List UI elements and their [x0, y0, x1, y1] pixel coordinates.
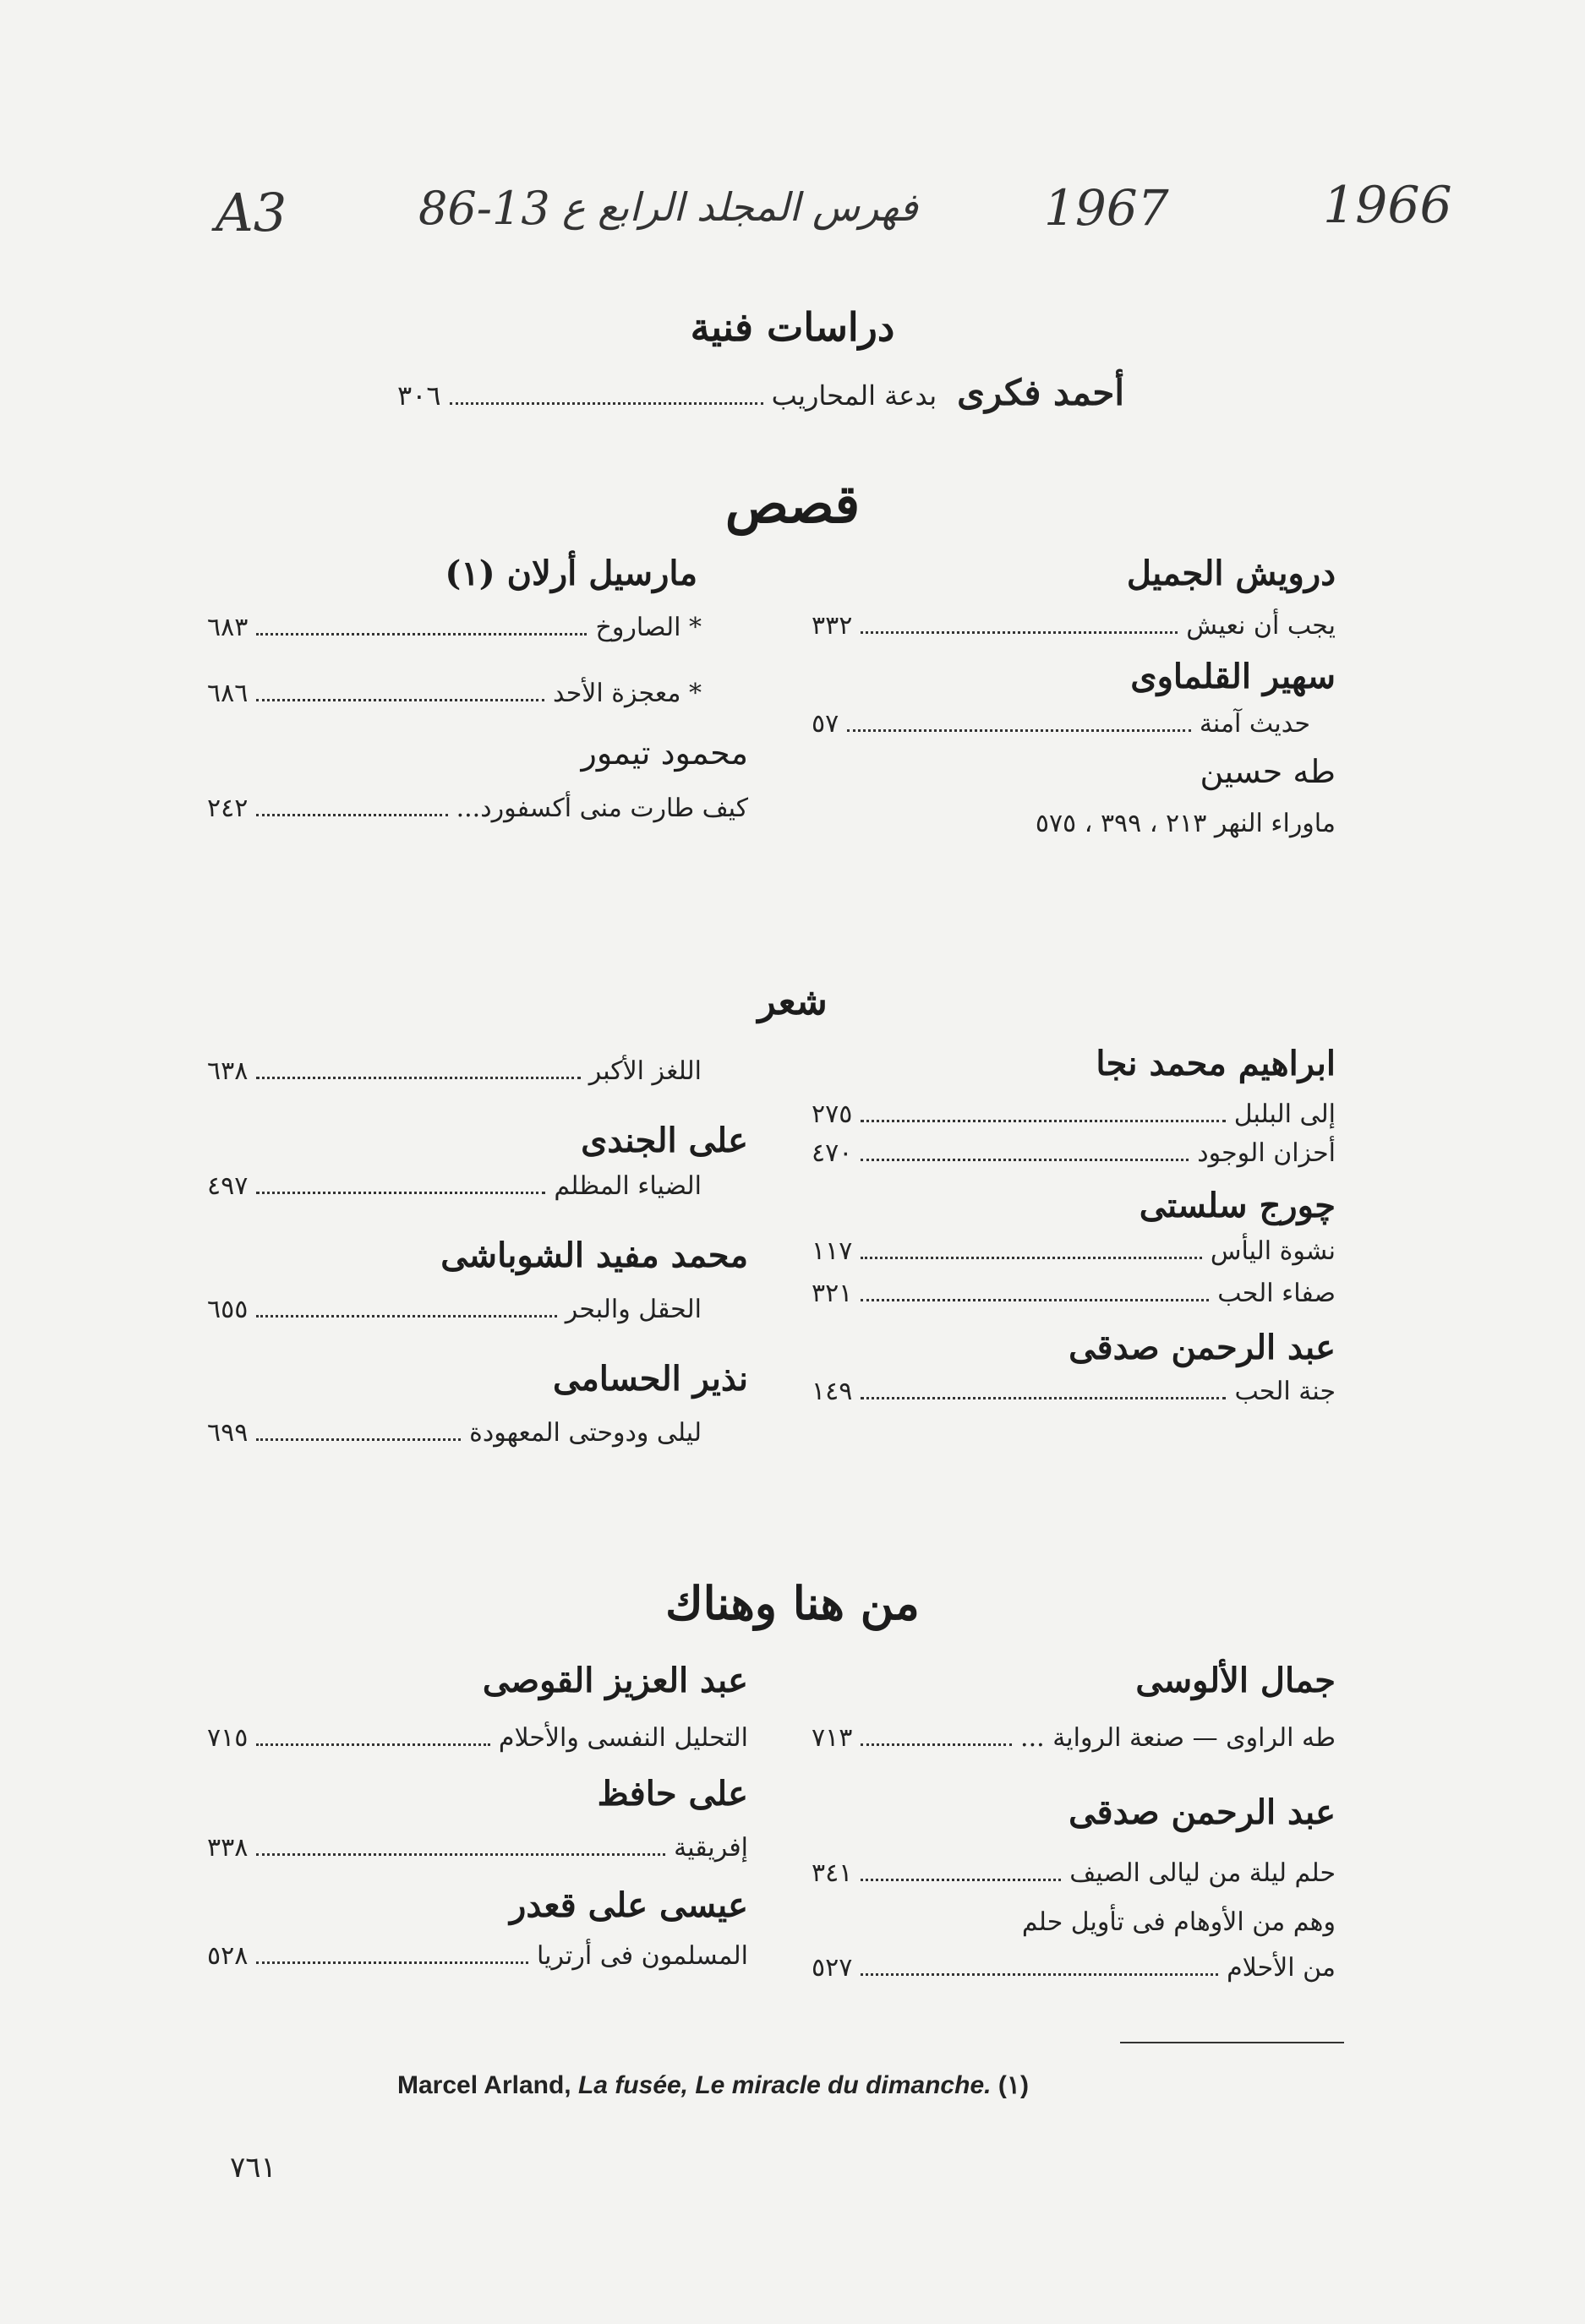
section-heading-studies: دراسات فنية	[690, 304, 895, 350]
footnote-rule	[1120, 2042, 1344, 2043]
author-ali-gendi: على الجندى	[581, 1121, 748, 1160]
author-mahmoud-taymour: محمود تيمور	[581, 734, 748, 772]
entry: * معجزة الأحد ٦٨٦	[207, 679, 702, 708]
misc-right-column	[812, 1661, 1336, 1983]
entry: طه الراوى — صنعة الرواية ... ٧١٣	[812, 1723, 1336, 1753]
stories-left-column	[207, 554, 748, 824]
studies-title: بدعة المحاريب	[771, 379, 937, 412]
section-heading-misc: من هنا وهناك	[665, 1576, 920, 1630]
handwritten-code: A3	[216, 182, 287, 243]
author-abdelaziz-qusi: عبد العزيز القوصى	[482, 1661, 748, 1700]
page-number: ٧٦١	[230, 2151, 276, 2185]
section-heading-stories: قصص	[724, 473, 861, 535]
author-abdelrahman-sidqi: عبد الرحمن صدقى	[1069, 1328, 1336, 1367]
author-marcel-arland: مارسيل أرلان (١)	[445, 554, 697, 593]
author-abdelrahman-sidqi-2: عبد الرحمن صدقى	[1069, 1792, 1336, 1832]
misc-left-column	[207, 1661, 748, 1972]
entry: نشوة اليأس ١١٧	[812, 1236, 1336, 1266]
handwritten-index-note: فهرس المجلد الرابع ع	[562, 184, 918, 230]
entry: حديث آمنة ٥٧	[812, 709, 1310, 739]
studies-page: ٣٠٦	[397, 379, 441, 412]
author-darwish: درويش الجميل	[1126, 554, 1336, 593]
poetry-right-column	[812, 1044, 1336, 1407]
footnote	[397, 2070, 1029, 2100]
entry: إلى البلبل ٢٧٥	[812, 1099, 1336, 1129]
entry: أحزان الوجود ٤٧٠	[812, 1138, 1336, 1168]
entry: * الصاروخ ٦٨٣	[207, 613, 702, 642]
entry: المسلمون فى أرتريا ٥٢٨	[207, 1941, 748, 1971]
studies-author: أحمد فكرى	[957, 372, 1124, 413]
author-suhair: سهير القلماوى	[1130, 657, 1336, 696]
footnote-works: La fusée, Le miracle du dimanche.	[577, 2071, 992, 2099]
author-ali-hafez: على حافظ	[597, 1774, 748, 1814]
author-taha: طه حسين	[1200, 753, 1336, 790]
author-ibrahim-naga: ابراهيم محمد نجا	[1096, 1044, 1336, 1083]
handwritten-year-1967: 1967	[1044, 179, 1169, 237]
author-george-salasti: چورج سلستى	[1139, 1186, 1336, 1225]
entry: من الأحلام ٥٢٧	[812, 1953, 1336, 1983]
entry: جنة الحب ١٤٩	[812, 1377, 1336, 1406]
handwritten-issue: 86-13	[418, 182, 550, 235]
entry: ماوراء النهر ٢١٣ ، ٣٩٩ ، ٥٧٥	[1035, 808, 1336, 838]
studies-entry	[397, 372, 1124, 413]
entry: كيف طارت منى أكسفورد... ٢٤٢	[207, 793, 748, 823]
entry: وهم من الأوهام فى تأويل حلم	[1021, 1907, 1336, 1937]
author-nazir-husami: نذير الحسامى	[552, 1359, 748, 1399]
author-issa-qadar: عيسى على قعدر	[510, 1885, 748, 1925]
entry: ليلى ودوحتى المعهودة ٦٩٩	[207, 1418, 702, 1448]
footnote-author: Marcel Arland,	[397, 2071, 571, 2099]
entry: اللغز الأكبر ٦٣٨	[207, 1056, 702, 1086]
footnote-marker: (١)	[997, 2071, 1029, 2099]
entry: صفاء الحب ٣٢١	[812, 1279, 1336, 1308]
handwritten-year-1966: 1966	[1323, 176, 1452, 235]
author-mofid-shobashi: محمد مفيد الشوباشى	[440, 1236, 748, 1275]
entry: الضياء المظلم ٤٩٧	[207, 1171, 702, 1201]
entry: إفريقية ٣٣٨	[207, 1833, 748, 1863]
entry: يجب أن نعيش ٣٣٢	[812, 611, 1336, 641]
entry: الحقل والبحر ٦٥٥	[207, 1295, 702, 1324]
stories-right-column	[812, 554, 1336, 839]
author-jamal-alusi: جمال الألوسى	[1135, 1661, 1336, 1700]
section-heading-poetry: شعر	[757, 980, 828, 1023]
entry: التحليل النفسى والأحلام ٧١٥	[207, 1723, 748, 1753]
poetry-left-column	[207, 1056, 748, 1448]
entry: حلم ليلة من ليالى الصيف ٣٤١	[812, 1858, 1336, 1888]
